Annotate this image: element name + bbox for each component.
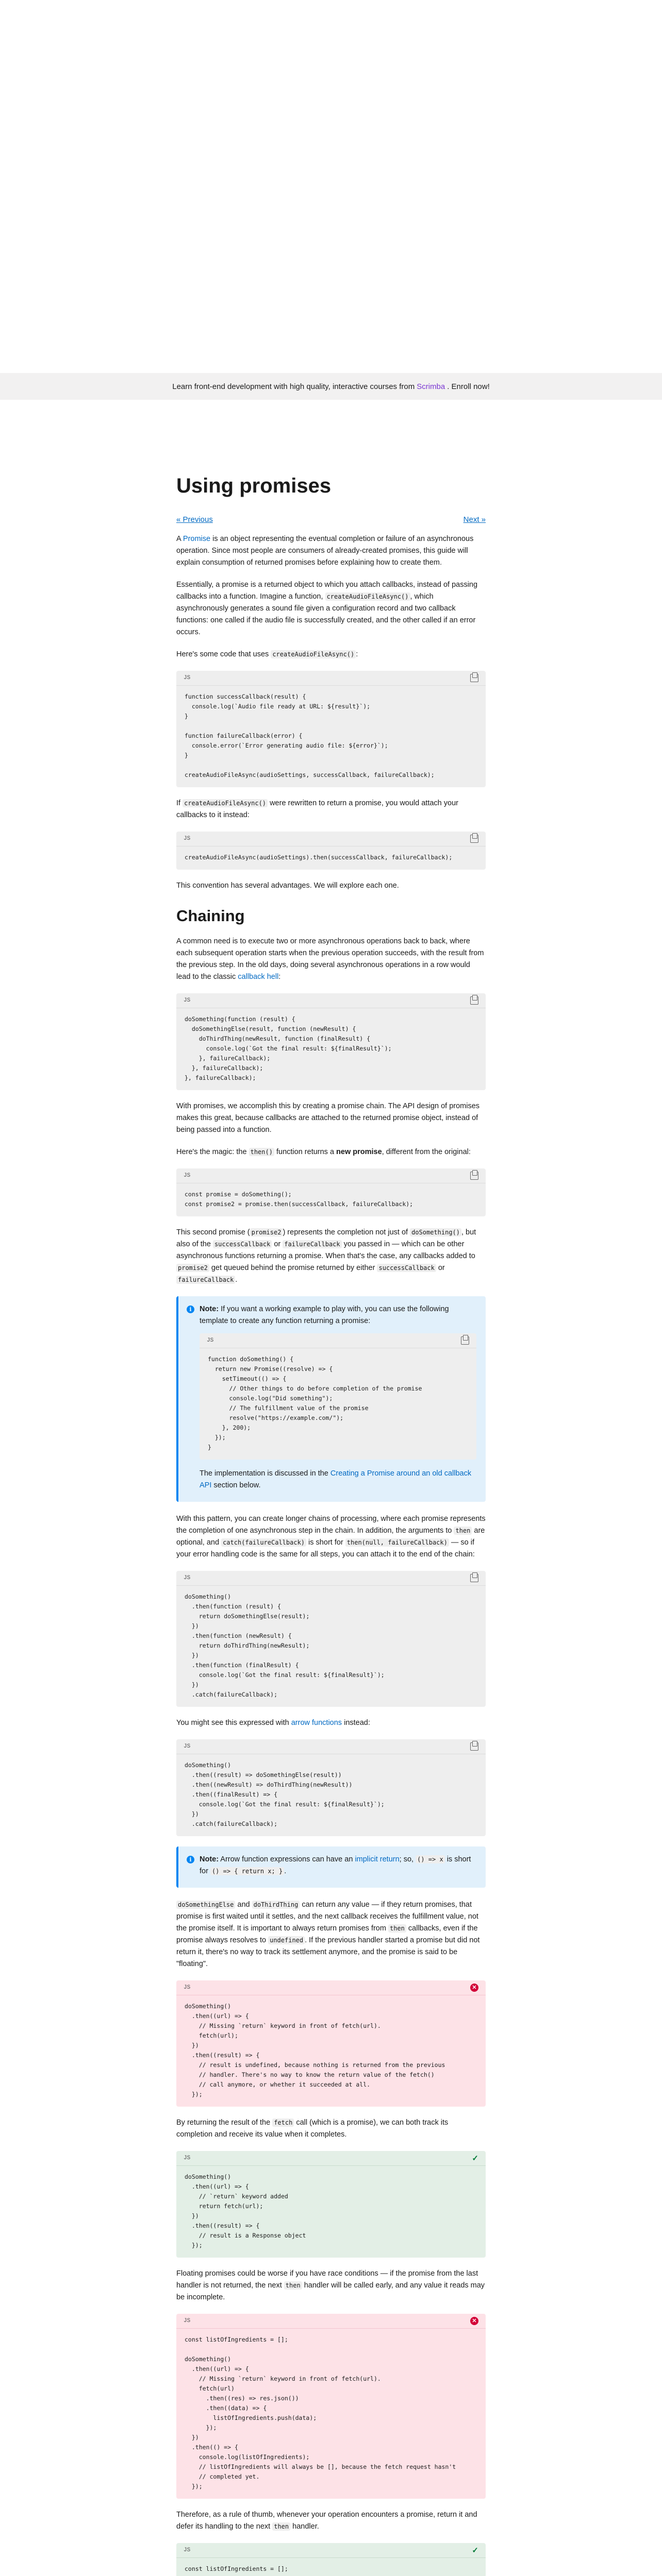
code-lang: JS bbox=[184, 2547, 191, 2554]
promise-link[interactable]: Promise bbox=[183, 535, 211, 543]
paragraph: By returning the result of the fetch call (which is a promise), we can both track its completion and receive its value when it completes. bbox=[176, 2119, 449, 2139]
prev-next-nav bbox=[176, 515, 486, 524]
copy-icon[interactable] bbox=[470, 996, 478, 1005]
info-icon: i bbox=[187, 1306, 194, 1313]
banner-link[interactable]: Scrimba bbox=[417, 382, 445, 391]
implicit-return-link[interactable]: implicit return bbox=[355, 1855, 400, 1864]
code-lang: JS bbox=[184, 1575, 191, 1582]
intro-paragraph: A Promise is an object representing the eventual completion or failure of an asynchronous operation. Since most people are consumers of already-created promises, this guide will explain consumption of returned promises before explaining how to create them. bbox=[176, 535, 474, 567]
code-lang: JS bbox=[184, 2318, 191, 2325]
code-text: doSomething() .then((result) => doSomethingElse(result)) .then((newResult) => doThirdThing(newResult)) .then((finalResult) => { console.log(`Got the final result: ${finalResult}`); }) .catch(failureCallback); bbox=[185, 1761, 385, 1828]
code-block bbox=[176, 993, 486, 1090]
code-lang: JS bbox=[184, 675, 191, 681]
code-lang: JS bbox=[184, 1743, 191, 1750]
paragraph: With promises, we accomplish this by creating a promise chain. The API design of promises makes this great, because callbacks are attached to the returned promise object, instead of being passed into a function. bbox=[176, 1102, 480, 1134]
code-lang: JS bbox=[184, 2155, 191, 2162]
arrow-functions-link[interactable]: arrow functions bbox=[291, 1719, 342, 1727]
paragraph: You might see this expressed with arrow functions instead: bbox=[176, 1719, 370, 1727]
error-icon: ✕ bbox=[470, 1984, 478, 1992]
intro-paragraph: Essentially, a promise is a returned object to which you attach callbacks, instead of passing callbacks into a function. Imagine a function, createAudioFileAsync() , which asynchronously generates a sound file given a configuration record and two callback functions: one called if the audio file is successfully created, and the other called if an error occurs. bbox=[176, 581, 478, 636]
code-block bbox=[176, 671, 486, 787]
paragraph: This convention has several advantages. We will explore each one. bbox=[176, 882, 399, 890]
check-icon: ✓ bbox=[472, 2154, 478, 2163]
code-text: createAudioFileAsync(audioSettings).then(successCallback, failureCallback); bbox=[185, 854, 453, 861]
callback-hell-link[interactable]: callback hell bbox=[238, 973, 279, 981]
code-text: function doSomething() { return new Promise((resolve) => { setTimeout(() => { // Other things to do before completion of the promise console.log("Did something"); // The fulfillment value of the promise resolve("https://example.com/"); }, 200); }); } bbox=[208, 1355, 422, 1451]
paragraph: doSomethingElse and doThirdThing can return any value — if they return promises, that promise is first waited until it settles, and the next callback receives the fulfillment value, not the promise itself. It is important to always return promises from then callbacks, even if the promise always resolves to undefined . If the previous handler started a promise but did not return it, there's no way to track its settlement anymore, and the promise is said to be "floating". bbox=[176, 1901, 480, 1969]
code-lang: JS bbox=[184, 1173, 191, 1179]
copy-icon[interactable] bbox=[470, 674, 478, 682]
note-callout bbox=[176, 1296, 486, 1502]
code-text: function successCallback(result) { console.log(`Audio file ready at URL: ${result}`); } function failureCallback(error) { console.error(`Error generating audio file: ${error}`); } createAudioFileAsync(audioSettings, successCallback, failureCallback); bbox=[185, 693, 435, 778]
promo-banner bbox=[0, 373, 662, 400]
code-lang: JS bbox=[184, 836, 191, 842]
paragraph: With this pattern, you can create longer chains of processing, where each promise represents the completion of one asynchronous step in the chain. In addition, the arguments to then are optional, and catch(failureCallback) is short for then(null, failureCallback) — so if your error handling code is the same for all steps, you can attach it to the end of the chain: bbox=[176, 1515, 486, 1559]
article bbox=[176, 474, 486, 2576]
banner-text-end: . Enroll now! bbox=[447, 382, 490, 391]
intro-paragraph: Here's some code that uses createAudioFileAsync() : bbox=[176, 650, 358, 658]
paragraph: This second promise ( promise2 ) represents the completion not just of doSomething() , but also of the successCallback or failureCallback you passed in — which can be other asynchronous functions returning a promise. When that's the case, any callbacks added to promise2 get queued behind the promise returned by either successCallback or failureCallback . bbox=[176, 1228, 476, 1284]
code-lang: JS bbox=[184, 1985, 191, 1991]
copy-icon[interactable] bbox=[470, 1742, 478, 1751]
code-text: doSomething() .then(function (result) { return doSomethingElse(result); }) .then(function (newResult) { return doThirdThing(newResult); }) .then(function (finalResult) { console.log(`Got the final result: ${finalResult}`); }) .catch(failureCallback); bbox=[185, 1593, 385, 1699]
code-block bbox=[200, 1333, 476, 1460]
paragraph: Floating promises could be worse if you have race conditions — if the promise from the last handler is not returned, the next then handler will be called early, and any value it reads may be incomplete. bbox=[176, 2269, 485, 2302]
code-text: doSomething() .then((url) => { // Missing `return` keyword in front of fetch(url). fetch(url); }) .then((result) => { // result is undefined, because nothing is returned from the previous // handler. There's no way to know the return value of the fetch() // call anymore, or whether it succeeded at all. }); bbox=[185, 2003, 445, 2098]
info-icon: i bbox=[187, 1856, 194, 1863]
copy-icon[interactable] bbox=[470, 1574, 478, 1582]
code-block bbox=[176, 1571, 486, 1707]
code-text: const promise = doSomething(); const promise2 = promise.then(successCallback, failureCallback); bbox=[185, 1191, 413, 1208]
copy-icon[interactable] bbox=[470, 1172, 478, 1180]
creating-promise-link[interactable]: Creating a Promise around an old callback API bbox=[200, 1469, 472, 1490]
banner-text: Learn front-end development with high quality, interactive courses from bbox=[172, 382, 415, 391]
code-block bbox=[176, 1739, 486, 1836]
bad-code-block bbox=[176, 2314, 486, 2499]
note-text: Note: Arrow function expressions can have an implicit return; so, () => x is short for () => { return x; } . bbox=[200, 1855, 471, 1876]
copy-icon[interactable] bbox=[470, 835, 478, 843]
note-callout bbox=[176, 1846, 486, 1888]
next-link[interactable]: Next » bbox=[463, 515, 486, 524]
note-text: Note: If you want a working example to play with, you can use the following template to create any function returning a promise: bbox=[200, 1305, 449, 1326]
code-text: doSomething() .then((url) => { // `return` keyword added return fetch(url); }) .then((result) => { // result is a Response object }); bbox=[185, 2173, 306, 2249]
code-text: doSomething(function (result) { doSomethingElse(result, function (newResult) { doThirdThing(newResult, function (finalResult) { console.log(`Got the final result: ${finalResult}`); }, failureCallback); }, failureCallback); }, failureCallback); bbox=[185, 1015, 392, 1082]
code-lang: JS bbox=[207, 1337, 214, 1344]
good-code-block bbox=[176, 2151, 486, 2258]
error-icon: ✕ bbox=[470, 2317, 478, 2325]
good-code-block bbox=[176, 2543, 486, 2576]
paragraph: Here's the magic: the then() function returns a new promise, different from the original: bbox=[176, 1148, 471, 1157]
paragraph: Therefore, as a rule of thumb, whenever your operation encounters a promise, return it and defer its handling to the next then handler. bbox=[176, 2511, 477, 2531]
check-icon: ✓ bbox=[472, 2546, 478, 2555]
note-text: The implementation is discussed in the Creating a Promise around an old callback API section below. bbox=[200, 1469, 472, 1490]
previous-link[interactable]: « Previous bbox=[176, 515, 213, 524]
code-text: const listOfIngredients = []; bbox=[185, 2565, 288, 2573]
code-lang: JS bbox=[184, 997, 191, 1004]
section-heading-chaining: Chaining bbox=[176, 907, 245, 925]
paragraph: A common need is to execute two or more asynchronous operations back to back, where each subsequent operation starts when the previous operation succeeds, with the result from the previous step. In the old days, doing several asynchronous operations in a row would lead to the classic callback hell: bbox=[176, 937, 484, 981]
paragraph: If createAudioFileAsync() were rewritten to return a promise, you would attach your callbacks to it instead: bbox=[176, 799, 458, 819]
code-block bbox=[176, 1168, 486, 1216]
code-text: const listOfIngredients = []; doSomething() .then((url) => { // Missing `return` keyword in front of fetch(url). fetch(url) .then((res) => res.json()) .then((data) => { listOfIngredients.push(data); }); }) .then(() => { console.log(listOfIngredients); // listOfIngredients will always be [], because the fetch request hasn't // completed yet. }); bbox=[185, 2336, 456, 2490]
page-title: Using promises bbox=[176, 474, 332, 497]
code-block bbox=[176, 832, 486, 870]
copy-icon[interactable] bbox=[461, 1336, 469, 1345]
bad-code-block bbox=[176, 1980, 486, 2107]
